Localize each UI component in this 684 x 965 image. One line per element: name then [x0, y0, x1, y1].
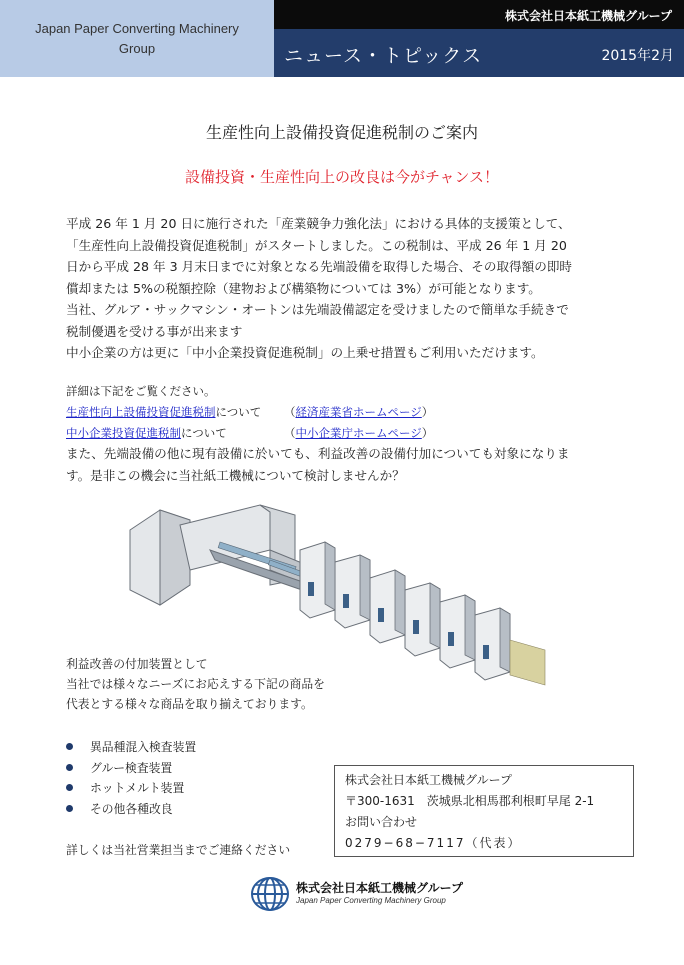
footer-company-jp: 株式会社日本紙工機械グループ [296, 881, 464, 895]
section-title: ニュース・トピックス [284, 45, 483, 67]
address-box [334, 765, 634, 857]
list-item [66, 737, 196, 758]
product-list [66, 737, 196, 819]
list-item [66, 758, 196, 779]
page-title: 生産性向上設備投資促進税制のご案内 [205, 123, 478, 142]
body-line: 当社、グルア・サックマシン・オートンは先端設備認定を受けましたので簡単な手続きで [66, 302, 569, 317]
list-item [66, 778, 196, 799]
list-item-label: ホットメルト装置 [90, 781, 185, 795]
contact-note: 詳しくは当社営業担当までご連絡ください [66, 843, 291, 857]
address-line: 〒300-1631 茨城県北相馬郡利根町早尾 2-1 [345, 794, 595, 808]
intro-line: 当社では様々なニーズにお応えする下記の商品を [66, 677, 325, 691]
intro-line: 利益改善の付加装置として [66, 657, 208, 671]
list-item-label: 異品種混入検査装置 [90, 740, 197, 754]
bullet-icon [66, 784, 73, 791]
company-name-jp: 株式会社日本紙工機械グループ [504, 9, 672, 23]
intro-line: 代表とする様々な商品を取り揃えております。 [66, 697, 313, 711]
address-inquiry: お問い合わせ [345, 815, 418, 829]
footer-logo [250, 876, 464, 916]
page-subtitle: 設備投資・生産性向上の改良は今がチャンス！ [184, 168, 500, 186]
bullet-icon [66, 743, 73, 750]
ref-close: ） [421, 426, 434, 440]
more-line: また、先端設備の他に現有設備に於いても、利益改善の設備付加についても対象になりま [66, 446, 570, 461]
address-company: 株式会社日本紙工機械グループ [345, 773, 513, 787]
link-sme-tax[interactable]: 中小企業投資促進税制 [66, 426, 181, 440]
details-link-row [66, 423, 636, 444]
more-line: す。是非この機会に当社紙工機械について検討しませんか？ [66, 467, 405, 483]
link-suffix: について [181, 426, 227, 440]
link-sme-agency-homepage[interactable]: 中小企業庁ホームページ [295, 426, 422, 440]
link-suffix: について [215, 405, 262, 419]
ref-close: ） [421, 405, 434, 419]
body-line: 中小企業の方は更に「中小企業投資促進税制」の上乗せ措置もご利用いただけます。 [66, 345, 544, 360]
list-item-label: グルー検査装置 [90, 760, 173, 775]
company-name-en-line1: Japan Paper Converting Machinery [35, 21, 239, 36]
ref-wrap [284, 402, 433, 423]
details-section [66, 381, 636, 444]
link-productivity-tax[interactable]: 生産性向上設備投資促進税制 [66, 405, 216, 419]
bullet-icon [66, 764, 73, 771]
more-text [66, 443, 570, 486]
details-link-row [66, 402, 636, 423]
bullet-icon [66, 805, 73, 812]
address-phone: 0279−68−7117（代表） [345, 836, 522, 850]
body-text [66, 213, 636, 364]
ref-open: （ [284, 426, 296, 440]
intro-text [66, 654, 325, 714]
header-company-panel [0, 0, 274, 77]
body-line: 「生産性向上設備投資促進税制」がスタートしました。この税制は、平成 26 年 1 月 20 [66, 237, 567, 253]
ref-wrap [284, 423, 433, 444]
company-logo-icon [250, 876, 290, 912]
header-section-bar [274, 29, 684, 77]
body-line: 税制優遇を受ける事が出来ます [66, 323, 243, 339]
body-line: 日から平成 28 年 3 月末日までに対象となる先端設備を取得した場合、その取得額の即時 [66, 259, 573, 274]
list-item-label: その他各種改良 [90, 801, 173, 816]
link-meti-homepage[interactable]: 経済産業省ホームページ [295, 405, 422, 419]
header-top-bar [274, 0, 684, 29]
body-line: 償却または 5%の税額控除（建物および構築物については 3%）が可能となります。 [66, 280, 541, 296]
body-line: 平成 26 年 1 月 20 日に施行された「産業競争力強化法」における具体的支援策として、 [66, 216, 571, 231]
list-item [66, 799, 196, 820]
details-intro: 詳細は下記をご覧ください。 [66, 384, 216, 398]
company-name-en-line2: Group [118, 41, 156, 56]
issue-date: 2015年2月 [601, 48, 674, 64]
footer-company-en: Japan Paper Converting Machinery Group [296, 896, 446, 905]
ref-open: （ [284, 405, 296, 419]
